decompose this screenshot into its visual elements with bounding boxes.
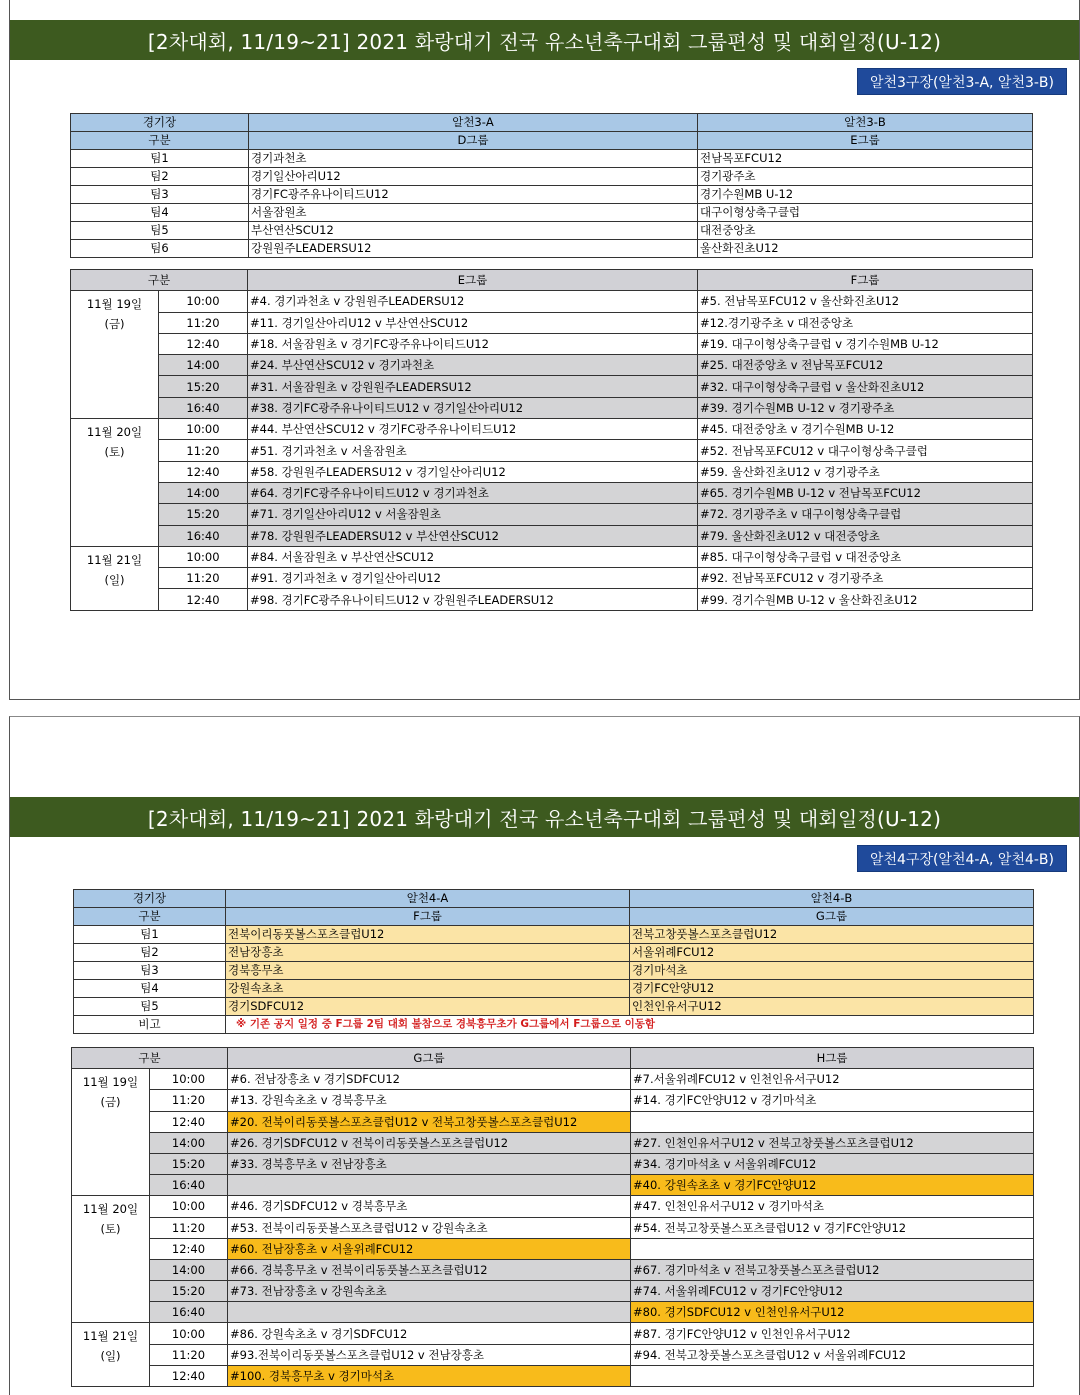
match-a: #98. 경기FC광주유나이티드U12 v 강원원주LEADERSU12 <box>248 589 698 610</box>
group-a-label: E그룹 <box>248 270 698 291</box>
match-weekday: (금) <box>100 1095 121 1110</box>
match-time: 10:00 <box>150 1323 228 1344</box>
match-a: #18. 서울잠원초 v 경기FC광주유나이티드U12 <box>248 333 698 354</box>
match-row <box>71 333 1033 354</box>
match-b: #87. 경기FC안양U12 v 인천인유서구U12 <box>631 1323 1034 1344</box>
match-row <box>72 1132 1034 1153</box>
match-a: #60. 전남장흥초 v 서울위례FCU12 <box>228 1238 631 1259</box>
match-a: #44. 부산연산SCU12 v 경기FC광주유나이티드U12 <box>248 419 698 440</box>
team-slot-label: 팀6 <box>71 240 249 258</box>
match-time: 16:40 <box>159 525 248 546</box>
match-date: 11월 20일 <box>86 425 143 440</box>
match-row <box>72 1323 1034 1344</box>
match-b: #72. 경기광주초 v 대구이형상축구클럽 <box>698 504 1033 525</box>
team-b-name: 경기FC안양U12 <box>630 980 1034 998</box>
team-a-name: 전남장흥초 <box>226 944 630 962</box>
team-slot-label: 팀3 <box>71 186 249 204</box>
match-row <box>71 568 1033 589</box>
match-row <box>71 397 1033 418</box>
match-a: #6. 전남장흥초 v 경기SDFCU12 <box>228 1069 631 1090</box>
group-label: 구분 <box>71 132 249 150</box>
team-slot-label: 팀4 <box>71 204 249 222</box>
team-row <box>71 240 1033 258</box>
team-a-name: 강원원주LEADERSU12 <box>249 240 698 258</box>
match-a: #71. 경기일산아리U12 v 서울잠원초 <box>248 504 698 525</box>
team-roster-table <box>73 889 1034 1034</box>
match-time: 14:00 <box>150 1259 228 1280</box>
match-b: #39. 경기수원MB U-12 v 경기광주초 <box>698 397 1033 418</box>
match-time: 16:40 <box>150 1302 228 1323</box>
team-a-name: 경기과천초 <box>249 150 698 168</box>
match-row <box>72 1175 1034 1196</box>
match-time: 11:20 <box>159 312 248 333</box>
match-row <box>72 1196 1034 1217</box>
group-a-label: D그룹 <box>249 132 698 150</box>
match-row <box>72 1111 1034 1132</box>
group-a-label: F그룹 <box>226 908 630 926</box>
match-time: 15:20 <box>159 376 248 397</box>
venue-header-row <box>74 890 1034 908</box>
team-row <box>71 222 1033 240</box>
match-b: #45. 대전중앙초 v 경기수원MB U-12 <box>698 419 1033 440</box>
page-title: [2차대회, 11/19~21] 2021 화랑대기 전국 유소년축구대회 그룹편성 및 대회일정(U-12) <box>10 20 1079 60</box>
venue-b-label: 알천4-B <box>630 890 1034 908</box>
team-b-name: 울산화진초U12 <box>698 240 1033 258</box>
match-day-cell <box>71 291 159 419</box>
match-row <box>71 546 1033 567</box>
note-row <box>74 1016 1034 1034</box>
match-b: #25. 대전중앙초 v 전남목포FCU12 <box>698 355 1033 376</box>
match-time: 14:00 <box>150 1132 228 1153</box>
match-b: #79. 울산화진초U12 v 대전중앙초 <box>698 525 1033 546</box>
match-a: #84. 서울잠원초 v 부산연산SCU12 <box>248 546 698 567</box>
team-b-name: 전남목포FCU12 <box>698 150 1033 168</box>
team-a-name: 서울잠원초 <box>249 204 698 222</box>
team-row <box>71 150 1033 168</box>
venue-label: 경기장 <box>71 114 249 132</box>
venue-a-label: 알천4-A <box>226 890 630 908</box>
match-date: 11월 20일 <box>82 1202 139 1217</box>
match-date: 11월 19일 <box>82 1075 139 1090</box>
match-a: #13. 강원속초초 v 경북흥무초 <box>228 1090 631 1111</box>
match-weekday: (일) <box>104 572 125 587</box>
match-weekday: (금) <box>104 317 125 332</box>
match-day-cell <box>71 546 159 610</box>
match-row <box>72 1217 1034 1238</box>
venue-label: 경기장 <box>74 890 226 908</box>
team-roster-table <box>70 113 1033 258</box>
team-slot-label: 팀1 <box>74 926 226 944</box>
match-b: #92. 전남목포FCU12 v 경기광주초 <box>698 568 1033 589</box>
match-a <box>228 1302 631 1323</box>
venue-b-label: 알천3-B <box>698 114 1033 132</box>
match-row <box>71 440 1033 461</box>
match-b: #32. 대구이형상축구클럽 v 울산화진초U12 <box>698 376 1033 397</box>
match-a: #66. 경북흥무초 v 전북이리동풋볼스포츠클럽U12 <box>228 1259 631 1280</box>
match-day-cell <box>71 419 159 547</box>
team-row <box>74 998 1034 1016</box>
match-b <box>631 1111 1034 1132</box>
venue-badge: 알천4구장(알천4-A, 알천4-B) <box>857 845 1067 872</box>
match-day-cell <box>72 1196 150 1323</box>
match-b: #65. 경기수원MB U-12 v 전남목포FCU12 <box>698 482 1033 503</box>
match-time: 10:00 <box>150 1196 228 1217</box>
match-a: #93.전북이리동풋볼스포츠클럽U12 v 전남장흥초 <box>228 1344 631 1365</box>
team-a-name: 경기FC광주유나이티드U12 <box>249 186 698 204</box>
match-a: #78. 강원원주LEADERSU12 v 부산연산SCU12 <box>248 525 698 546</box>
match-b: #40. 강원속초초 v 경기FC안양U12 <box>631 1175 1034 1196</box>
match-time: 12:40 <box>150 1365 228 1386</box>
group-a-label: G그룹 <box>228 1048 631 1069</box>
team-a-name: 경기SDFCU12 <box>226 998 630 1016</box>
match-b: #27. 인천인유서구U12 v 전북고창풋볼스포츠클럽U12 <box>631 1132 1034 1153</box>
match-a: #24. 부산연산SCU12 v 경기과천초 <box>248 355 698 376</box>
document-page-1 <box>9 0 1080 700</box>
match-a: #26. 경기SDFCU12 v 전북이리동풋볼스포츠클럽U12 <box>228 1132 631 1153</box>
team-b-name: 서울위례FCU12 <box>630 944 1034 962</box>
match-b: #34. 경기마석초 v 서울위례FCU12 <box>631 1153 1034 1174</box>
match-time: 16:40 <box>159 397 248 418</box>
match-time: 10:00 <box>159 419 248 440</box>
match-b: #59. 울산화진초U12 v 경기광주초 <box>698 461 1033 482</box>
match-a: #51. 경기과천초 v 서울잠원초 <box>248 440 698 461</box>
match-weekday: (일) <box>100 1349 121 1364</box>
match-b: #99. 경기수원MB U-12 v 울산화진초U12 <box>698 589 1033 610</box>
team-slot-label: 팀1 <box>71 150 249 168</box>
match-b: #80. 경기SDFCU12 v 인천인유서구U12 <box>631 1302 1034 1323</box>
match-time: 15:20 <box>150 1281 228 1302</box>
match-row <box>72 1281 1034 1302</box>
group-b-label: E그룹 <box>698 132 1033 150</box>
match-b: #12.경기광주초 v 대전중앙초 <box>698 312 1033 333</box>
group-header-row <box>71 132 1033 150</box>
match-time: 11:20 <box>150 1090 228 1111</box>
team-a-name: 강원속초초 <box>226 980 630 998</box>
schedule-header-row <box>71 270 1033 291</box>
match-a: #91. 경기과천초 v 경기일산아리U12 <box>248 568 698 589</box>
team-b-name: 경기수원MB U-12 <box>698 186 1033 204</box>
match-a: #4. 경기과천초 v 강원원주LEADERSU12 <box>248 291 698 312</box>
match-time: 10:00 <box>159 291 248 312</box>
schedule-label: 구분 <box>71 270 248 291</box>
match-a: #58. 강원원주LEADERSU12 v 경기일산아리U12 <box>248 461 698 482</box>
match-schedule-table <box>71 1047 1034 1387</box>
match-date: 11월 21일 <box>86 552 143 567</box>
match-time: 16:40 <box>150 1175 228 1196</box>
team-row <box>74 926 1034 944</box>
match-a: #53. 전북이리동풋볼스포츠클럽U12 v 강원속초초 <box>228 1217 631 1238</box>
match-b: #67. 경기마석초 v 전북고창풋볼스포츠클럽U12 <box>631 1259 1034 1280</box>
match-row <box>71 291 1033 312</box>
match-time: 12:40 <box>150 1111 228 1132</box>
match-time: 10:00 <box>150 1069 228 1090</box>
team-b-name: 인천인유서구U12 <box>630 998 1034 1016</box>
team-slot-label: 팀5 <box>74 998 226 1016</box>
group-b-label: H그룹 <box>631 1048 1034 1069</box>
match-row <box>71 482 1033 503</box>
team-row <box>71 168 1033 186</box>
match-a: #73. 전남장흥초 v 강원속초초 <box>228 1281 631 1302</box>
match-time: 11:20 <box>159 568 248 589</box>
team-row <box>74 944 1034 962</box>
match-b: #19. 대구이형상축구클럽 v 경기수원MB U-12 <box>698 333 1033 354</box>
team-slot-label: 팀5 <box>71 222 249 240</box>
match-a: #20. 전북이리동풋볼스포츠클럽U12 v 전북고창풋볼스포츠클럽U12 <box>228 1111 631 1132</box>
group-b-label: G그룹 <box>630 908 1034 926</box>
page-title: [2차대회, 11/19~21] 2021 화랑대기 전국 유소년축구대회 그룹편성 및 대회일정(U-12) <box>10 797 1079 837</box>
team-row <box>74 980 1034 998</box>
venue-header-row <box>71 114 1033 132</box>
match-b: #5. 전남목포FCU12 v 울산화진초U12 <box>698 291 1033 312</box>
match-row <box>71 525 1033 546</box>
match-day-cell <box>72 1069 150 1196</box>
match-time: 14:00 <box>159 355 248 376</box>
match-b: #85. 대구이형상축구클럽 v 대전중앙초 <box>698 546 1033 567</box>
team-row <box>74 962 1034 980</box>
match-b: #7.서울위례FCU12 v 인천인유서구U12 <box>631 1069 1034 1090</box>
match-time: 14:00 <box>159 482 248 503</box>
match-a: #100. 경북흥무초 v 경기마석초 <box>228 1365 631 1386</box>
match-time: 10:00 <box>159 546 248 567</box>
match-time: 11:20 <box>150 1217 228 1238</box>
team-b-name: 대구이형상축구클럽 <box>698 204 1033 222</box>
match-row <box>71 504 1033 525</box>
group-header-row <box>74 908 1034 926</box>
team-a-name: 경북흥무초 <box>226 962 630 980</box>
venue-badge: 알천3구장(알천3-A, 알천3-B) <box>857 68 1067 95</box>
schedule-header-row <box>72 1048 1034 1069</box>
team-a-name: 경기일산아리U12 <box>249 168 698 186</box>
group-label: 구분 <box>74 908 226 926</box>
document-page-2 <box>9 716 1080 1395</box>
match-b: #14. 경기FC안양U12 v 경기마석초 <box>631 1090 1034 1111</box>
match-b <box>631 1365 1034 1386</box>
schedule-label: 구분 <box>72 1048 228 1069</box>
match-time: 15:20 <box>159 504 248 525</box>
match-time: 11:20 <box>159 440 248 461</box>
match-row <box>71 376 1033 397</box>
team-row <box>71 186 1033 204</box>
match-row <box>71 589 1033 610</box>
match-time: 12:40 <box>159 589 248 610</box>
match-row <box>71 419 1033 440</box>
team-a-name: 전북이리동풋볼스포츠클럽U12 <box>226 926 630 944</box>
team-a-name: 부산연산SCU12 <box>249 222 698 240</box>
match-b: #94. 전북고창풋볼스포츠클럽U12 v 서울위례FCU12 <box>631 1344 1034 1365</box>
match-row <box>71 461 1033 482</box>
match-row <box>71 355 1033 376</box>
match-row <box>72 1302 1034 1323</box>
match-row <box>72 1238 1034 1259</box>
team-slot-label: 팀4 <box>74 980 226 998</box>
match-weekday: (토) <box>104 445 125 460</box>
match-weekday: (토) <box>100 1222 121 1237</box>
team-b-name: 대전중앙초 <box>698 222 1033 240</box>
match-b: #47. 인천인유서구U12 v 경기마석초 <box>631 1196 1034 1217</box>
match-b: #52. 전남목포FCU12 v 대구이형상축구클럽 <box>698 440 1033 461</box>
team-row <box>71 204 1033 222</box>
match-time: 12:40 <box>150 1238 228 1259</box>
match-a: #46. 경기SDFCU12 v 경북흥무초 <box>228 1196 631 1217</box>
match-b: #74. 서울위례FCU12 v 경기FC안양U12 <box>631 1281 1034 1302</box>
match-a: #31. 서울잠원초 v 강원원주LEADERSU12 <box>248 376 698 397</box>
note-label: 비고 <box>74 1016 226 1034</box>
match-schedule-table <box>70 269 1033 611</box>
team-slot-label: 팀2 <box>71 168 249 186</box>
team-slot-label: 팀2 <box>74 944 226 962</box>
team-b-name: 전북고창풋볼스포츠클럽U12 <box>630 926 1034 944</box>
match-time: 12:40 <box>159 461 248 482</box>
venue-a-label: 알천3-A <box>249 114 698 132</box>
match-a: #33. 경북흥무초 v 전남장흥초 <box>228 1153 631 1174</box>
match-time: 12:40 <box>159 333 248 354</box>
match-b <box>631 1238 1034 1259</box>
match-time: 15:20 <box>150 1153 228 1174</box>
team-b-name: 경기마석초 <box>630 962 1034 980</box>
match-date: 11월 21일 <box>82 1329 139 1344</box>
match-day-cell <box>72 1323 150 1387</box>
match-row <box>72 1344 1034 1365</box>
match-date: 11월 19일 <box>86 297 143 312</box>
group-b-label: F그룹 <box>698 270 1033 291</box>
team-b-name: 경기광주초 <box>698 168 1033 186</box>
match-a: #11. 경기일산아리U12 v 부산연산SCU12 <box>248 312 698 333</box>
note-text: ※ 기존 공지 일정 중 F그룹 2팀 대회 불참으로 경북흥무초가 G그룹에서 F그룹으로 이동함 <box>226 1016 1034 1034</box>
match-a: #86. 강원속초초 v 경기SDFCU12 <box>228 1323 631 1344</box>
match-row <box>72 1090 1034 1111</box>
match-time: 11:20 <box>150 1344 228 1365</box>
match-row <box>71 312 1033 333</box>
team-slot-label: 팀3 <box>74 962 226 980</box>
match-row <box>72 1153 1034 1174</box>
match-row <box>72 1259 1034 1280</box>
match-row <box>72 1365 1034 1386</box>
match-a: #64. 경기FC광주유나이티드U12 v 경기과천초 <box>248 482 698 503</box>
match-a <box>228 1175 631 1196</box>
match-row <box>72 1069 1034 1090</box>
match-b: #54. 전북고창풋볼스포츠클럽U12 v 경기FC안양U12 <box>631 1217 1034 1238</box>
match-a: #38. 경기FC광주유나이티드U12 v 경기일산아리U12 <box>248 397 698 418</box>
